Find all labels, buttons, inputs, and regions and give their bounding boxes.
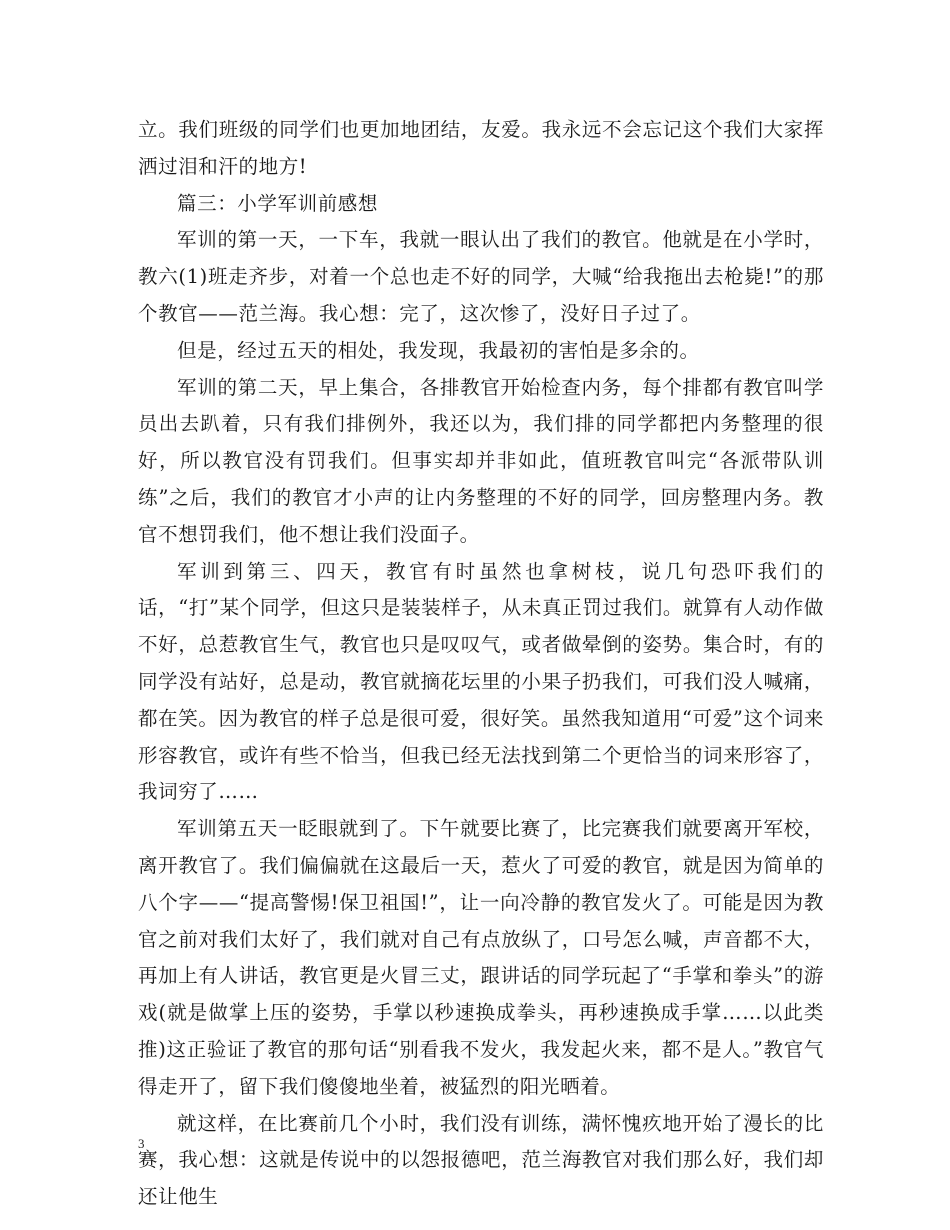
paragraph: 但是，经过五天的相处，我发现，我最初的害怕是多余的。 <box>177 338 700 362</box>
paragraph: 军训的第一天，一下车，我就一眼认出了我们的教官。他就是在小学时，教六(1)班走齐步，对着一个总也走不好的同学，大喊“给我拖出去枪毙!”的那个教官——范兰海。我心想：完了，这次惨了，没好日子过了。 <box>138 228 824 325</box>
page-number: 3 <box>138 1136 145 1151</box>
paragraph: 就这样，在比赛前几个小时，我们没有训练，满怀愧疚地开始了漫长的比赛，我心想：这就是传说中的以怨报德吧，范兰海教官对我们那么好，我们却还让他生 <box>138 1111 824 1209</box>
document-body <box>138 112 824 1216</box>
paragraph: 军训第五天一眨眼就到了。下午就要比赛了，比完赛我们就要离开军校，离开教官了。我们偏偏就在这最后一天，惹火了可爱的教官，就是因为简单的八个字——“提高警惕!保卫祖国!”，让一向冷静的教官发火了。可能是因为教官之前对我们太好了，我们就对自己有点放纵了，口号怎么喊，声音都不大，再加上有人讲话，教官更是火冒三丈，跟讲话的同学玩起了“手掌和拳头”的游戏(就是做掌上压的姿势，手掌以秒速换成拳头，再秒速换成手掌……以此类推)这正验证了教官的那句话“别看我不发火，我发起火来，都不是人。”教官气得走开了，留下我们傻傻地坐着，被猛烈的阳光晒着。 <box>138 817 824 1098</box>
paragraph-continuation: 立。我们班级的同学们也更加地团结，友爱。我永远不会忘记这个我们大家挥洒过泪和汗的地方! <box>138 118 824 178</box>
paragraph: 军训的第二天，早上集合，各排教官开始检查内务，每个排都有教官叫学员出去趴着，只有我们排例外，我还以为，我们排的同学都把内务整理的很好，所以教官没有罚我们。但事实却并非如此，值班教官叫完“各派带队训练”之后，我们的教官才小声的让内务整理的不好的同学，回房整理内务。教官不想罚我们，他不想让我们没面子。 <box>138 375 824 546</box>
paragraph: 军训到第三、四天，教官有时虽然也拿树枝，说几句恐吓我们的话，“打”某个同学，但这只是装装样子，从未真正罚过我们。就算有人动作做不好，总惹教官生气，教官也只是叹叹气，或者做晕倒的姿势。集合时，有的同学没有站好，总是动，教官就摘花坛里的小果子扔我们，可我们没人喊痛，都在笑。因为教官的样子总是很可爱，很好笑。虽然我知道用“可爱”这个词来形容教官，或许有些不恰当，但我已经无法找到第二个更恰当的词来形容了，我词穷了…… <box>138 559 824 804</box>
section-heading: 篇三：小学军训前感想 <box>177 191 379 215</box>
